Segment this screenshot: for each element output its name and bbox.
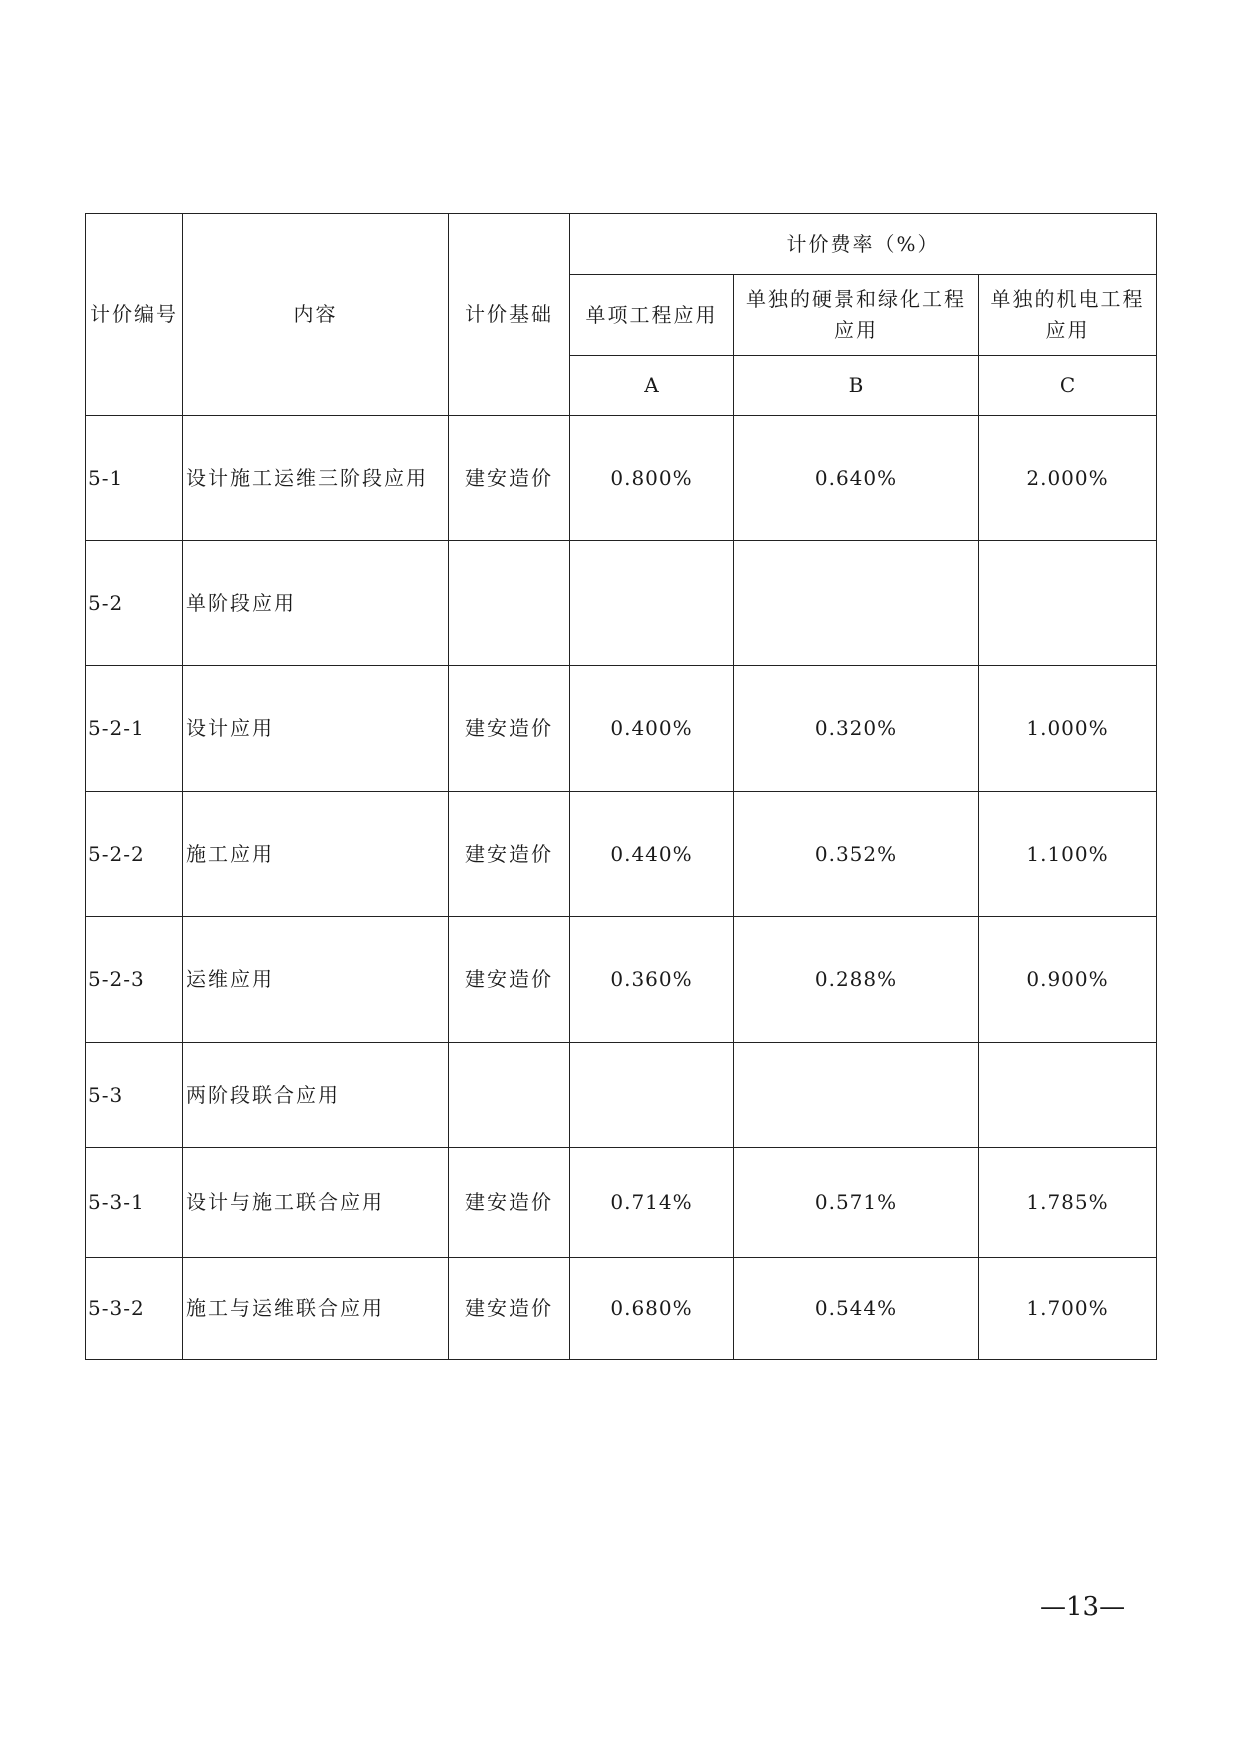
row-code: 5-1 [86, 416, 183, 541]
header-code: 计价编号 [86, 214, 183, 416]
row-rate-b: 0.320% [734, 666, 979, 792]
row-rate-a: 0.400% [570, 666, 734, 792]
row-rate-c [979, 541, 1157, 666]
header-col-a-letter: A [570, 356, 734, 416]
table-row [86, 917, 1157, 1043]
row-rate-a: 0.714% [570, 1148, 734, 1258]
row-code: 5-2 [86, 541, 183, 666]
row-rate-b [734, 541, 979, 666]
row-content: 单阶段应用 [183, 541, 449, 666]
row-rate-a: 0.800% [570, 416, 734, 541]
table-row [86, 416, 1157, 541]
row-rate-b: 0.352% [734, 792, 979, 917]
row-basis: 建安造价 [449, 416, 570, 541]
header-col-a-title: 单项工程应用 [570, 275, 734, 356]
row-rate-c: 1.785% [979, 1148, 1157, 1258]
header-col-b-letter: B [734, 356, 979, 416]
pricing-rate-table [85, 213, 1157, 1360]
row-content: 设计应用 [183, 666, 449, 792]
row-code: 5-2-3 [86, 917, 183, 1043]
row-rate-b: 0.288% [734, 917, 979, 1043]
header-row-1 [86, 214, 1157, 275]
row-basis: 建安造价 [449, 792, 570, 917]
row-rate-c: 2.000% [979, 416, 1157, 541]
row-code: 5-2-2 [86, 792, 183, 917]
header-col-c-letter: C [979, 356, 1157, 416]
table-row [86, 792, 1157, 917]
row-rate-a: 0.360% [570, 917, 734, 1043]
header-col-c-title: 单独的机电工程应用 [979, 275, 1157, 356]
row-basis: 建安造价 [449, 917, 570, 1043]
row-rate-a [570, 541, 734, 666]
row-basis: 建安造价 [449, 666, 570, 792]
header-content: 内容 [183, 214, 449, 416]
table-row [86, 1043, 1157, 1148]
row-content: 设计施工运维三阶段应用 [183, 416, 449, 541]
row-basis: 建安造价 [449, 1148, 570, 1258]
row-code: 5-3-2 [86, 1258, 183, 1360]
row-content: 设计与施工联合应用 [183, 1148, 449, 1258]
row-content: 两阶段联合应用 [183, 1043, 449, 1148]
row-basis [449, 541, 570, 666]
row-rate-a: 0.680% [570, 1258, 734, 1360]
table-row [86, 1258, 1157, 1360]
row-content: 施工应用 [183, 792, 449, 917]
row-rate-c: 1.000% [979, 666, 1157, 792]
row-rate-c [979, 1043, 1157, 1148]
row-code: 5-2-1 [86, 666, 183, 792]
row-content: 施工与运维联合应用 [183, 1258, 449, 1360]
row-rate-b: 0.544% [734, 1258, 979, 1360]
row-basis [449, 1043, 570, 1148]
row-basis: 建安造价 [449, 1258, 570, 1360]
header-col-b-title: 单独的硬景和绿化工程应用 [734, 275, 979, 356]
table-row [86, 666, 1157, 792]
row-rate-a: 0.440% [570, 792, 734, 917]
row-code: 5-3 [86, 1043, 183, 1148]
page-number: —13— [1040, 1592, 1126, 1622]
row-rate-b [734, 1043, 979, 1148]
row-content: 运维应用 [183, 917, 449, 1043]
row-rate-a [570, 1043, 734, 1148]
row-rate-b: 0.571% [734, 1148, 979, 1258]
row-rate-c: 1.700% [979, 1258, 1157, 1360]
header-basis: 计价基础 [449, 214, 570, 416]
header-rate-group: 计价费率（%） [570, 214, 1157, 275]
row-rate-b: 0.640% [734, 416, 979, 541]
row-code: 5-3-1 [86, 1148, 183, 1258]
row-rate-c: 1.100% [979, 792, 1157, 917]
table-row [86, 1148, 1157, 1258]
row-rate-c: 0.900% [979, 917, 1157, 1043]
table-row [86, 541, 1157, 666]
